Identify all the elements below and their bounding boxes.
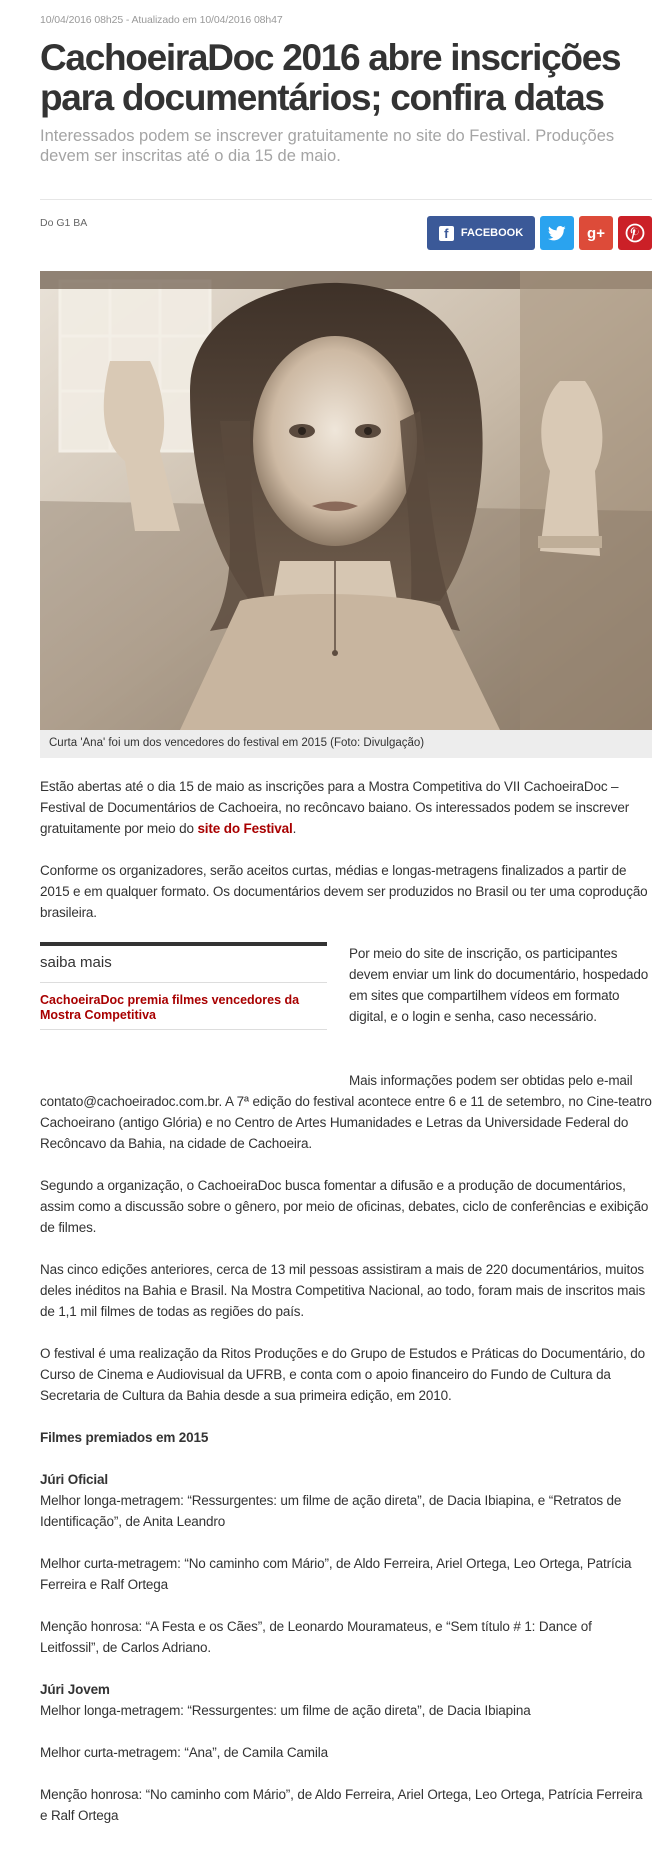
share-bar (427, 216, 652, 250)
byline: Do G1 BA (40, 217, 88, 229)
googleplus-icon: g+ (587, 224, 605, 242)
article-subtitle: Interessados podem se inscrever gratuitamente no site do Festival. Produções devem ser inscritas até o dia 15 de maio. (40, 127, 615, 165)
saiba-mais-link[interactable]: CachoeiraDoc premia filmes vencedores da Mostra Competitiva (40, 983, 327, 1030)
juri-oficial-curta: Melhor curta-metragem: “No caminho com Mário”, de Aldo Ferreira, Ariel Ortega, Leo Ortega, Patrícia Ferreira e Ralf Ortega (40, 1556, 632, 1592)
googleplus-share-button[interactable] (579, 216, 613, 250)
header-divider (40, 199, 652, 200)
paragraph-3-start: Mais informações podem ser obtidas pelo e-mail (349, 1073, 633, 1088)
juri-oficial-heading: Júri Oficial (40, 1472, 108, 1487)
paragraph-6: O festival é uma realização da Ritos Produções e do Grupo de Estudos e Práticas do Documentário, do Curso de Cinema e Audiovisual da UFRB, e conta com o apoio financeiro do Fundo de Cultura da Secretaria de Cultura da Bahia desde a sua primeira edição, em 2010. (40, 1346, 645, 1403)
juri-jovem-mencao: Menção honrosa: “No caminho com Mário”, de Aldo Ferreira, Ariel Ortega, Leo Ortega, Patrícia Ferreira e Ralf Ortega (40, 1787, 643, 1823)
dateline: 10/04/2016 08h25 - Atualizado em 10/04/2016 08h47 (40, 14, 283, 26)
twitter-share-button[interactable] (540, 216, 574, 250)
festival-site-link[interactable]: site do Festival (197, 821, 293, 836)
paragraph-2: Conforme os organizadores, serão aceitos curtas, médias e longas-metragens finalizados a partir de 2015 e em qualquer formato. Os documentários devem ser produzidos no Brasil ou ter uma coprodução brasileira. (40, 863, 648, 920)
facebook-icon: f (439, 226, 454, 241)
side-paragraph: Por meio do site de inscrição, os participantes devem enviar um link do documentário, hospedado em sites que compartilhem vídeos em formato digital, e o login e senha, caso necessário. (349, 946, 649, 1024)
paragraph-1-end: . (292, 821, 297, 836)
paragraph-3: contato@cachoeiradoc.com.br. A 7ª edição do festival acontece entre 6 e 11 de setembro, no Cine-teatro Cachoeirano (antigo Glória) e no Centro de Artes Humanidades e Letras da Universidade Federal do Recôncavo da Bahia, na cidade de Cachoeira. (40, 1094, 652, 1151)
pinterest-share-button[interactable] (618, 216, 652, 250)
juri-oficial-mencao: Menção honrosa: “A Festa e os Cães”, de Leonardo Mouramateus, e “Sem título # 1: Dance of Leitfossil”, de Carlos Adriano. (40, 1619, 592, 1655)
juri-oficial-longa: Melhor longa-metragem: “Ressurgentes: um filme de ação direta”, de Dacia Ibiapina, e “Retratos de Identificação”, de Anita Leandro (40, 1493, 622, 1529)
saiba-mais-box (40, 942, 327, 1030)
photo-woman-in-room (40, 271, 652, 730)
facebook-share-label: FACEBOOK (460, 227, 524, 239)
photo-caption: Curta 'Ana' foi um dos vencedores do festival em 2015 (Foto: Divulgação) (40, 730, 652, 758)
awards-heading: Filmes premiados em 2015 (40, 1430, 209, 1445)
paragraph-1 (40, 776, 652, 839)
saiba-mais-heading: saiba mais (40, 946, 327, 983)
facebook-share-button[interactable] (427, 216, 535, 250)
paragraph-5: Nas cinco edições anteriores, cerca de 13 mil pessoas assistiram a mais de 220 documentários, muitos deles inéditos na Bahia e Brasil. Na Mostra Competitiva Nacional, ao todo, foram mais de inscritos mais de 1,1 mil filmes de todas as regiões do país. (40, 1262, 646, 1319)
paragraph-1-text: Estão abertas até o dia 15 de maio as inscrições para a Mostra Competitiva do VII CachoeiraDoc – Festival de Documentários de Cachoeira, no recôncavo baiano. Os interessados podem se inscrever gratuitamente por meio do (40, 779, 630, 836)
juri-jovem-heading: Júri Jovem (40, 1682, 110, 1697)
twitter-icon (548, 226, 566, 241)
juri-jovem-curta: Melhor curta-metragem: “Ana”, de Camila Camila (40, 1745, 328, 1760)
juri-jovem-longa: Melhor longa-metragem: “Ressurgentes: um filme de ação direta”, de Dacia Ibiapina (40, 1703, 531, 1718)
article-photo (40, 271, 652, 730)
pinterest-icon (625, 223, 645, 243)
paragraph-4: Segundo a organização, o CachoeiraDoc busca fomentar a difusão e a produção de documentários, assim como a discussão sobre o gênero, por meio de oficinas, debates, ciclo de conferências e exibição de filmes. (40, 1178, 649, 1235)
article-title: CachoeiraDoc 2016 abre inscrições para documentários; confira datas (40, 37, 621, 118)
